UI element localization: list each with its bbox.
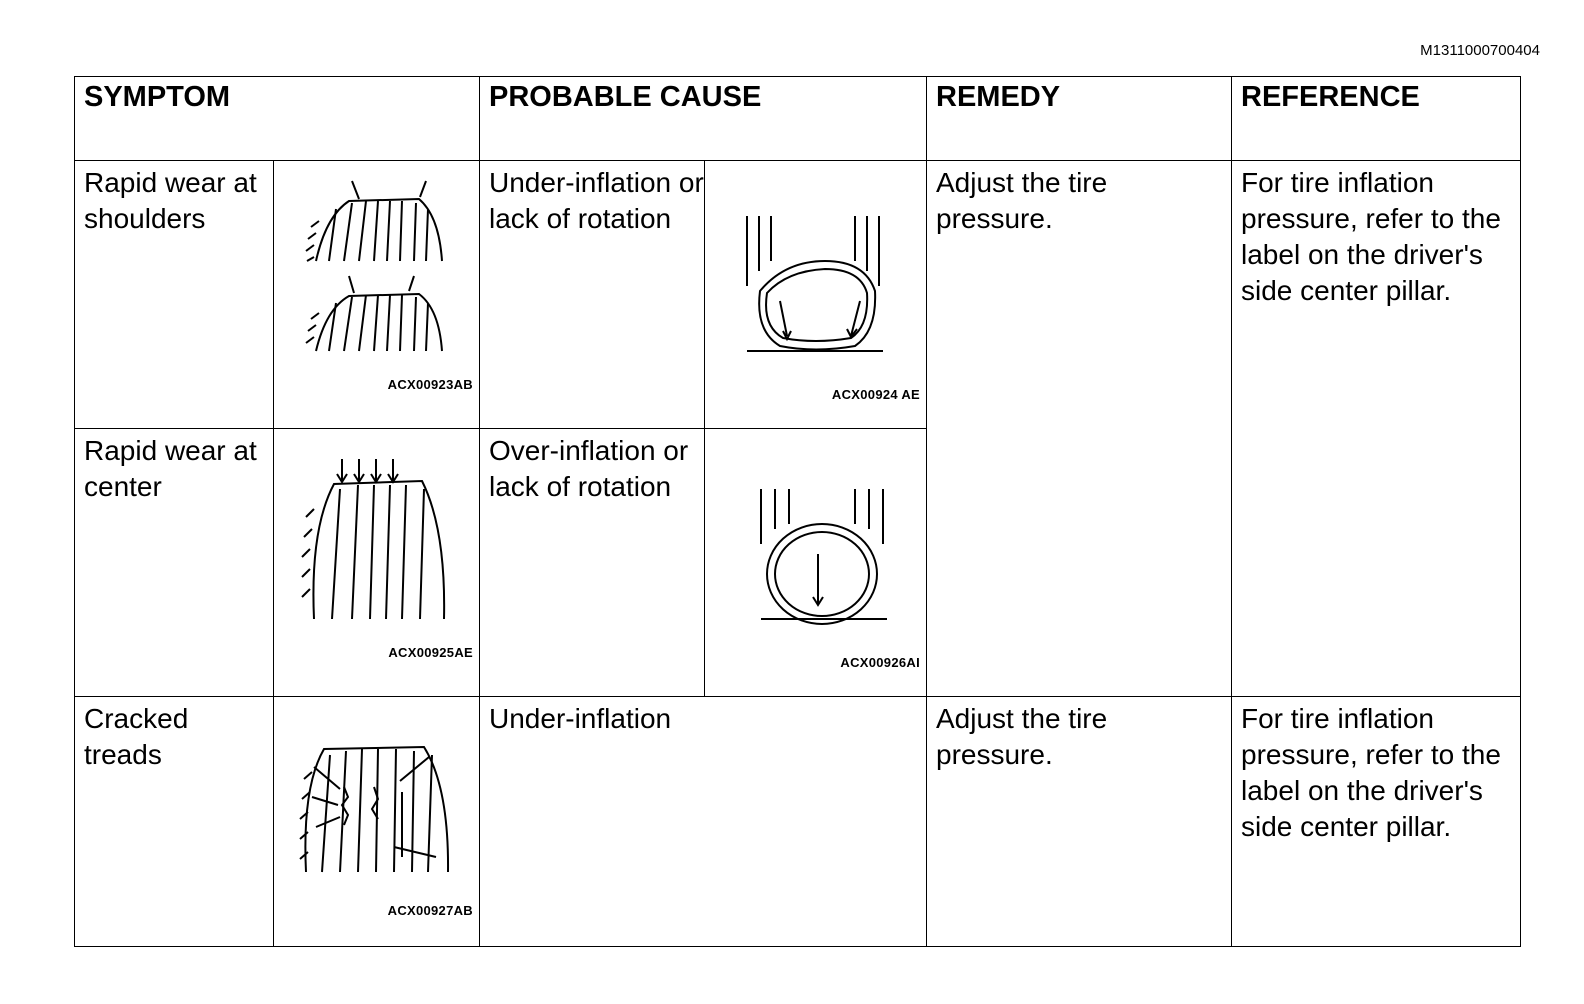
remedy-cell: Adjust the tire pressure. (927, 161, 1232, 697)
symptom-cell: Cracked treads (75, 697, 274, 947)
document-id: M1311000700404 (1420, 42, 1540, 59)
table-row (75, 161, 1521, 429)
symptom-figure-cell (274, 161, 480, 429)
figure-caption: ACX00927AB (387, 903, 473, 918)
symptom-header: SYMPTOM (75, 77, 480, 161)
reference-cell: For tire inflation pressure, refer to the label on the driver's side center pillar. (1232, 697, 1521, 947)
cause-figure-cell (705, 161, 927, 429)
figure-caption: ACX00925AE (388, 645, 473, 660)
symptom-cell: Rapid wear at center (75, 429, 274, 697)
probable-cause-header: PROBABLE CAUSE (480, 77, 927, 161)
reference-cell: For tire inflation pressure, refer to the label on the driver's side center pillar. (1232, 161, 1521, 697)
tire-troubleshooting-table (74, 76, 1521, 947)
cause-cell: Over-inflation or lack of rotation (480, 429, 705, 697)
cause-figure-cell (705, 429, 927, 697)
table-row (75, 697, 1521, 947)
figure-caption: ACX00923AB (387, 377, 473, 392)
remedy-cell: Adjust the tire pressure. (927, 697, 1232, 947)
reference-header: REFERENCE (1232, 77, 1521, 161)
remedy-header: REMEDY (927, 77, 1232, 161)
symptom-figure-cell (274, 697, 480, 947)
symptom-figure-cell (274, 429, 480, 697)
cause-cell: Under-inflation or lack of rotation (480, 161, 705, 429)
figure-caption: ACX00924 AE (831, 387, 920, 402)
header-row (75, 77, 1521, 161)
figure-caption: ACX00926AI (840, 655, 920, 670)
cause-cell: Under-inflation (480, 697, 927, 947)
symptom-cell: Rapid wear at shoulders (75, 161, 274, 429)
